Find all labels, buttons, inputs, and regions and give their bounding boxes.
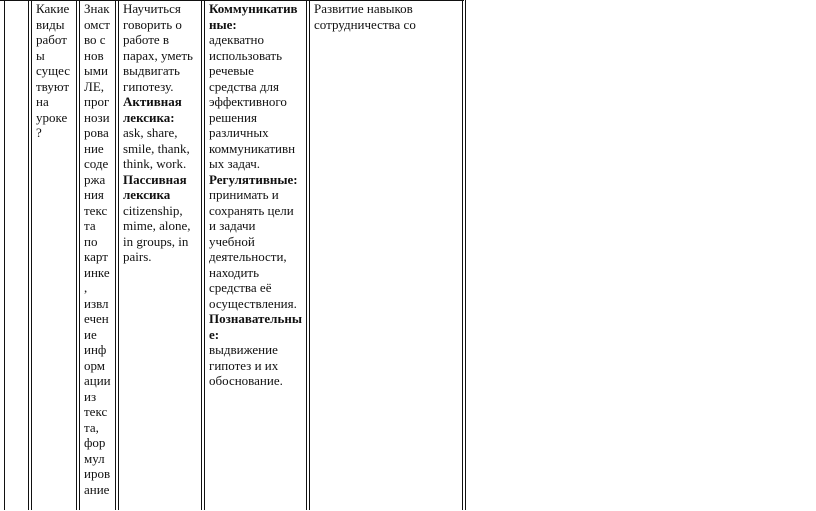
cell-personal: Развитие навыков сотрудничества со	[314, 1, 416, 32]
col-border-4a	[201, 0, 202, 510]
col-border-5b	[309, 0, 310, 510]
col-border-3b	[118, 0, 119, 510]
cell-objectives: Научиться говорить о работе в парах, уметь выдвигать гипотезу. Активная лексика: ask, share, smile, thank, think, work. Пассивная лексика citizenship, mime, alone, in groups, in pairs.	[123, 1, 193, 264]
cell-question: Какие виды работ ы сущес твуют на уроке ?	[36, 1, 70, 140]
col-border-2a	[76, 0, 77, 510]
col-border-1a	[28, 0, 29, 510]
col-border-0	[4, 0, 5, 510]
col-border-4b	[204, 0, 205, 510]
col-border-1b	[31, 0, 32, 510]
cell-work-types: Знак омст во с нов ыми ЛЕ, прог нози рова ние соде ржа ния текс та по карт инке , извл ечен ие инф орм ации из текс та, фор мул иров ание	[84, 1, 111, 497]
cell-uud: Коммуникатив ные: адекватно использовать речевые средства для эффективного решения различных коммуникативн ых задач. Регулятивные: принимать и сохранять цели и задачи учебной деятельности, находить средства её осуществления. Познавательны е: выдвижение гипотез и их обоснование.	[209, 1, 302, 388]
col-border-6b	[465, 0, 466, 510]
col-border-2b	[79, 0, 80, 510]
col-border-6a	[462, 0, 463, 510]
